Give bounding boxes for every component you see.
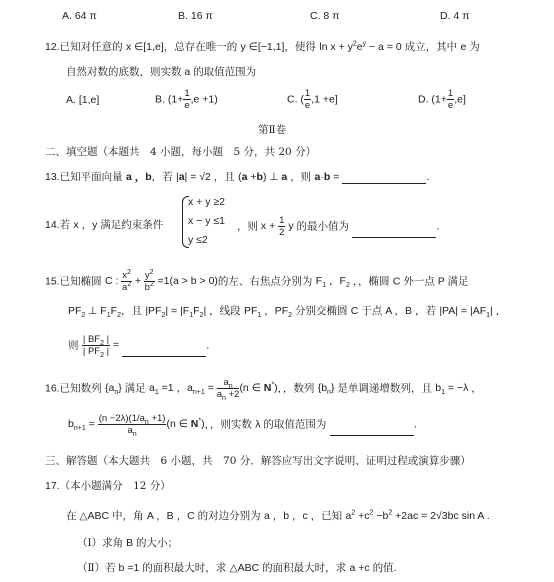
q12-option-d: D. (1+ $\frac{1}{e}$ ,e] (418, 88, 466, 111)
q12-option-c: C. ( $\frac{1}{e}$ ,1 +e] (287, 88, 338, 111)
q15-line-3: 则 $\frac{| BF_2 |}{| PF_2 |}$ = . (68, 334, 210, 359)
q12-line-2: 自然对数的底数，则实数 a 的取值范围为 (66, 66, 257, 78)
q13: 13.已知平面向量 a ，b，若 |a| = √2 ，且 (a +b) ⊥ a ，则 a·b = . (45, 171, 430, 183)
q14-objective: ，则 x + $\frac{1}{2}$ y 的最小值为 . (237, 215, 440, 238)
solution-section-heading: 三、解答题（本大题共 6 小题，共 70 分．解答应写出文字说明、证明过程或演算步骤） (45, 455, 471, 467)
constraint-3: y ≤2 (188, 234, 208, 246)
constraint-2: x − y ≤1 (188, 215, 225, 227)
q17-statement: 在 △ABC 中，角 A ，B ，C 的对边分别为 a ，b ，c ，已知 $a^2 +c^2 -b^2 +2ac = 2√3bc$ sin A . (66, 509, 490, 522)
q15-line-2: $PF_2$ ⊥ $F_1F_2$，且 $|PF_2| = |F_1F_2|$ ，线段 $PF_1$ ，$PF_2$ 分别交椭圆 C 于点 A ，B ，若 $|PA| = |AF_1|$ ， (68, 305, 507, 320)
q17-heading: 17.（本小题满分 12 分） (45, 480, 171, 492)
q11-option-a: A. 64 π (62, 10, 97, 22)
section-2-title: 第Ⅱ卷 (258, 124, 287, 136)
constraint-1: x + y ≥2 (188, 196, 225, 208)
fill-in-section-heading: 二、填空题（本题共 4 小题，每小题 5 分，共 20 分） (45, 146, 317, 158)
q15-line-1: 15.已知椭圆 C : $\frac{x^2}{a^2}$ + $\frac{y^2}{b^2}$ =1(a > b > 0)的左、右焦点分别为 $F_1$ ，$F_2$ ，，椭圆 C 外一点 P 满足 (45, 268, 469, 293)
q17-part-1: （Ⅰ）求角 B 的大小； (77, 537, 178, 549)
q12-line-1: 12.已知对任意的 x ∈[1,e]，总存在唯一的 y ∈[−1,1]，使得 $\ln x + y^2e^y - a = 0$ 成立，其中 e 为 (45, 40, 480, 53)
q12-option-a: A. [1,e] (66, 94, 100, 106)
q12-option-b: B. (1+ $\frac{1}{e}$ ,e +1) (155, 88, 218, 111)
q11-option-c: C. 8 π (310, 10, 340, 22)
q16-line-2: $b_{n+1}$ = $\frac{(n -2\lambda)(1/a_n +1)}{a_n}$ (n ∈ N*)，，则实数 λ 的取值范围为 . (68, 413, 418, 438)
q11-option-d: D. 4 π (440, 10, 470, 22)
q11-option-b: B. 16 π (178, 10, 213, 22)
q17-part-2: （Ⅱ）若 b =1 的面积最大时，求 △ABC 的面积最大时，求 a +c 的值. (77, 562, 397, 574)
q14: 14.若 x ，y 满足约束条件 (45, 219, 164, 231)
q16-line-1: 16.已知数列 $\{a_n\}$ 满足 $a_1 =1$ ，$a_{n+1}$ = $\frac{a_n}{a_n +2}$ (n ∈ N*)，，数列 $\{b_n\}$ 是单调递增数列，且 $b_1 = -\lambda$ ， (45, 377, 482, 402)
